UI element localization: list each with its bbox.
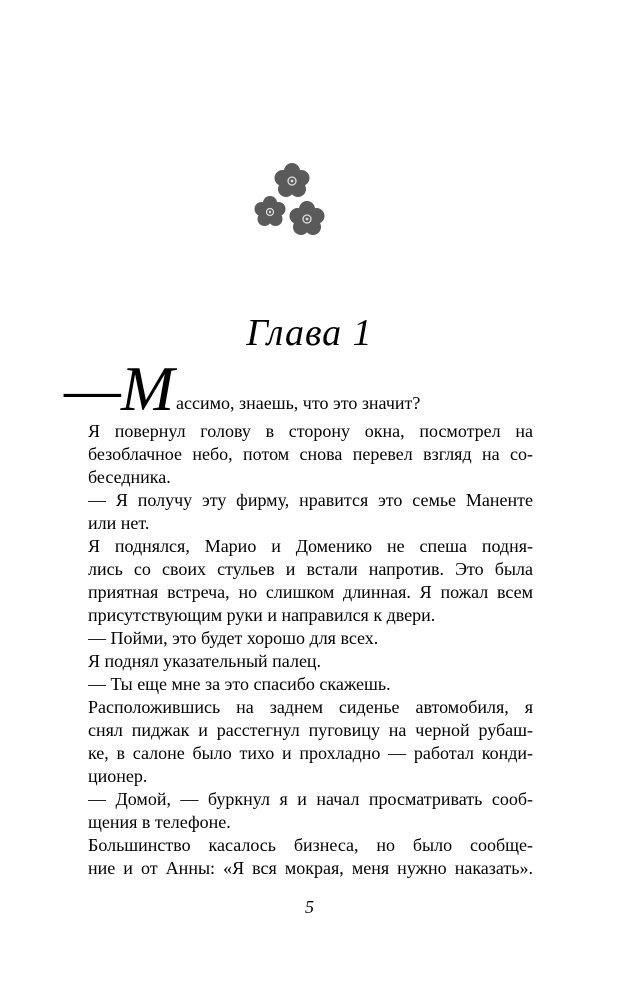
text-line: Я поднялся, Марио и Доменико не спеша подня- xyxy=(88,536,533,556)
text-line: присутствующим руки и направился к двери. xyxy=(88,605,436,625)
text-line: или нет. xyxy=(88,513,150,533)
opening-line-text: ассимо, знаешь, что это значит? xyxy=(176,393,421,413)
text-line: безоблачное небо, потом снова перевел взгляд на со- xyxy=(88,444,533,464)
text-line: Я поднял указательный палец. xyxy=(88,651,322,671)
text-line: лись со своих стульев и встали напротив. Это была xyxy=(88,559,533,579)
text-line: — Пойми, это будет хорошо для всех. xyxy=(88,628,379,648)
flower-icon xyxy=(290,201,325,235)
flower-ornament-icon xyxy=(247,158,332,240)
text-line: ние и от Анны: «Я вся мокрая, меня нужно наказать». xyxy=(88,858,533,878)
paragraph-lines xyxy=(88,420,533,880)
text-line: Расположившись на заднем сиденье автомобиля, я xyxy=(88,697,533,717)
flower-icon xyxy=(255,196,286,226)
page-number: 5 xyxy=(305,897,314,917)
text-line: снял пиджак и расстегнул пуговицу на черной рубаш- xyxy=(88,720,533,740)
text-line: ке, в салоне было тихо и прохладно — работал конди- xyxy=(88,743,533,763)
opening-line xyxy=(64,353,533,424)
text-line: ционер. xyxy=(88,766,148,786)
drop-cap: —М xyxy=(64,353,175,424)
text-line: Большинство касалось бизнеса, но было сообще- xyxy=(88,835,533,855)
chapter-body xyxy=(64,353,533,880)
text-line: — Ты еще мне за это спасибо скажешь. xyxy=(88,674,391,694)
chapter-title: Глава 1 xyxy=(246,312,373,354)
text-line: — Я получу эту фирму, нравится это семье Маненте xyxy=(88,490,533,510)
text-line: беседника. xyxy=(88,467,171,487)
text-line: — Домой, — буркнул я и начал просматривать сооб- xyxy=(88,789,533,809)
flower-icon xyxy=(275,163,310,197)
text-line: приятная встреча, но слишком длинная. Я пожал всем xyxy=(88,582,533,602)
text-line: щения в телефоне. xyxy=(88,812,231,832)
text-line: Я повернул голову в сторону окна, посмотрел на xyxy=(88,421,533,441)
